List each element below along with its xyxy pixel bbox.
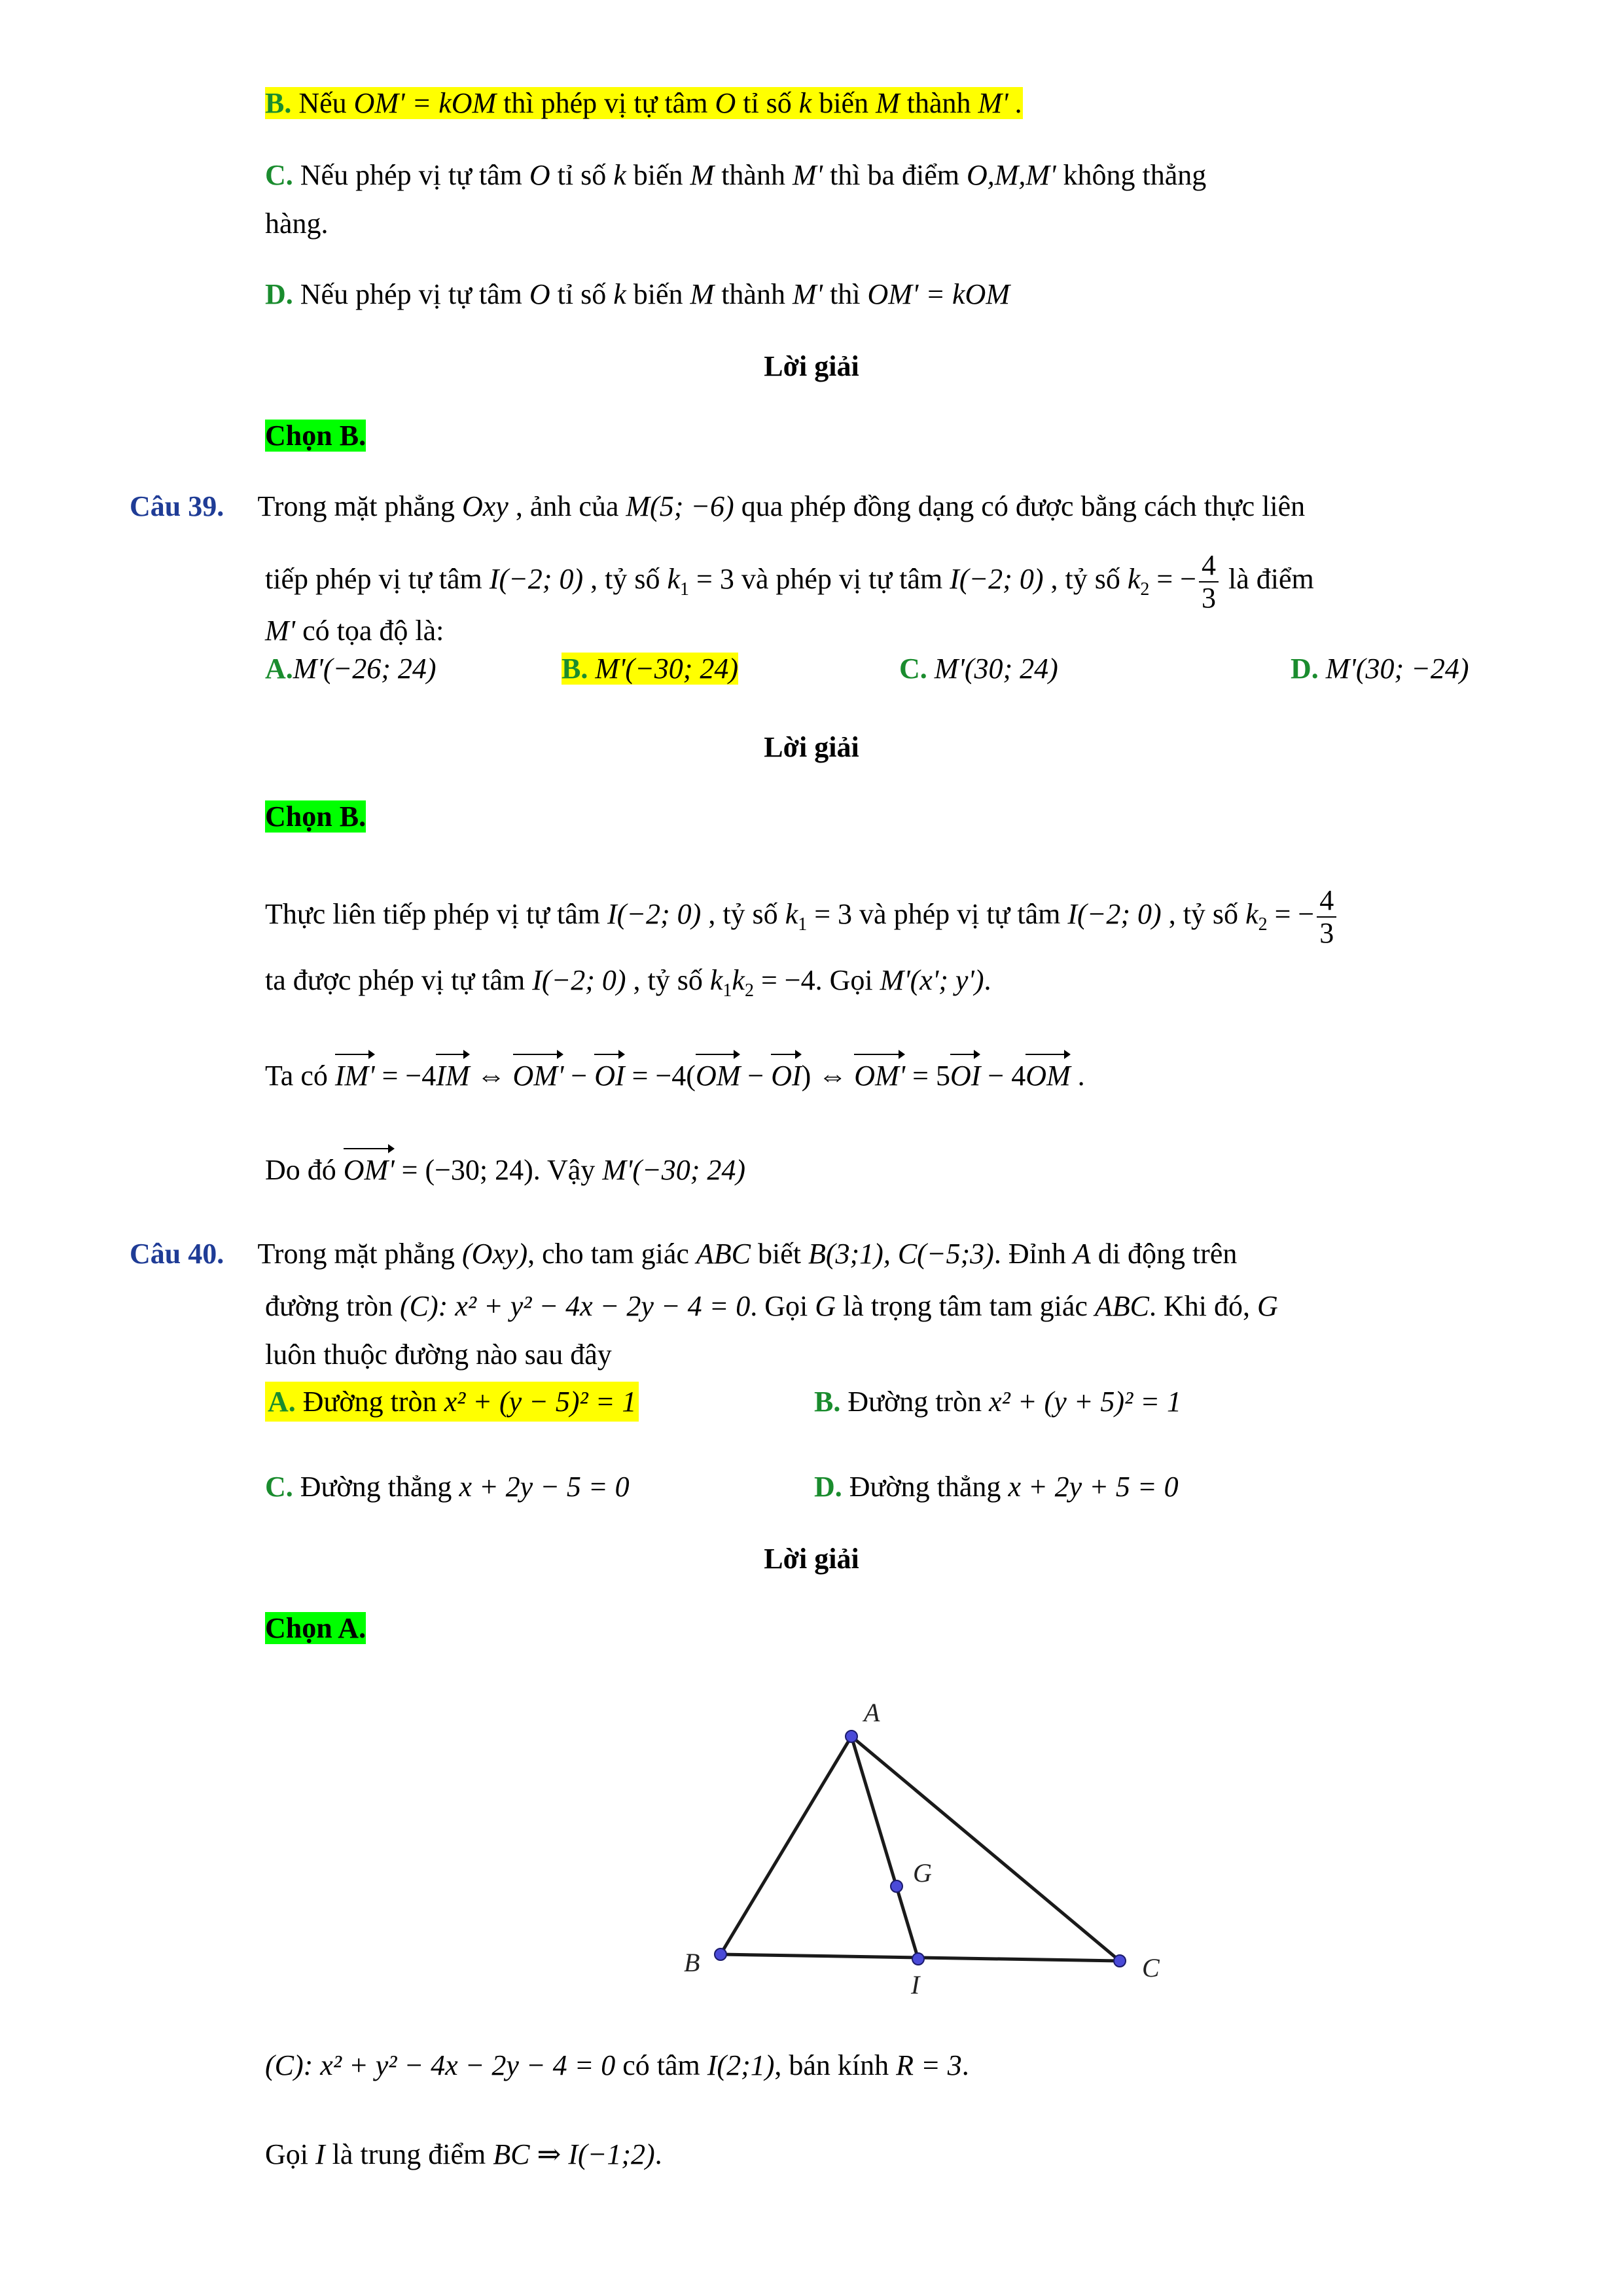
point-g [891, 1880, 902, 1892]
median-ai [851, 1736, 918, 1959]
q40-option-b: B. Đường tròn x² + (y + 5)² = 1 [814, 1386, 1181, 1418]
label-c: C [1142, 1953, 1160, 1982]
option-label: C. [265, 159, 293, 191]
solution-heading: Lời giải [764, 731, 859, 763]
q40-line-1: Câu 40. Trong mặt phẳng (Oxy), cho tam giác ABC biết B(3;1), C(−5;3). Đỉnh A di động trên [130, 1238, 1238, 1270]
prev-option-d: D. Nếu phép vị tự tâm O tỉ số k biến M thành M' thì OM' = kOM [265, 278, 1010, 310]
q39-line-3: M' có tọa độ là: [265, 615, 444, 647]
q39-option-c: C. M'(30; 24) [899, 653, 1058, 685]
q40-solution-line-2: Gọi I là trung điểm BC ⇒ I(−1;2). [265, 2138, 662, 2170]
question-number: Câu 39. [130, 490, 224, 522]
option-label: B. [265, 87, 292, 119]
q40-option-d: D. Đường thẳng x + 2y + 5 = 0 [814, 1471, 1179, 1503]
label-a: A [864, 1698, 880, 1727]
answer-choice: Chọn B. [265, 420, 366, 452]
q39-line-2: tiếp phép vị tự tâm I(−2; 0) , tỷ số $k_1 = 3$ và phép vị tự tâm I(−2; 0) , tỷ số $k_2$ = − $\frac{4}{3}$ là điểm [265, 549, 1314, 614]
q39-solution-line-4: Do đó OM' = (−30; 24). Vậy M'(−30; 24) [265, 1147, 745, 1190]
point-b [715, 1948, 726, 1960]
q40-line-3: luôn thuộc đường nào sau đây [265, 1338, 612, 1371]
q39-solution-line-3: Ta có IM' = −4IM ⇔ OM' − OI = −4(OM − OI) ⇔ OM' = 5OI − 4OM . [265, 1052, 1085, 1096]
point-c [1114, 1955, 1126, 1967]
q39-solution-line-2: ta được phép vị tự tâm I(−2; 0) , tỷ số $k_1k_2 = -4$. Gọi M'(x'; y'). [265, 964, 991, 1001]
prev-option-c: C. Nếu phép vị tự tâm O tỉ số k biến M thành M' thì ba điểm O,M,M' không thẳng [265, 159, 1207, 191]
answer-choice: Chọn B. [265, 800, 366, 833]
q39-solution-line-1: Thực liên tiếp phép vị tự tâm I(−2; 0) , tỷ số $k_1 = 3$ và phép vị tự tâm I(−2; 0) , tỷ số $k_2$ = − $\frac{4}{3}$ [265, 885, 1339, 949]
q40-option-c: C. Đường thẳng x + 2y − 5 = 0 [265, 1471, 630, 1503]
prev-option-b: B. Nếu OM' = kOM thì phép vị tự tâm O tỉ số k biến M thành M' . [265, 87, 1023, 119]
q40-solution-line-1: (C): x² + y² − 4x − 2y − 4 = 0 có tâm I(2;1), bán kính R = 3. [265, 2049, 969, 2081]
triangle-figure [668, 1689, 1204, 2003]
question-number: Câu 40. [130, 1238, 224, 1270]
point-a [846, 1731, 857, 1742]
q39-option-d: D. M'(30; −24) [1291, 653, 1469, 685]
side-ab [721, 1736, 851, 1954]
vector-equation: OM' = kOM [353, 87, 497, 119]
option-label: D. [265, 278, 293, 310]
q39-option-a: A.M'(−26; 24) [265, 653, 437, 685]
fraction: $\frac{4}{3}$ [1317, 885, 1336, 949]
solution-heading: Lời giải [764, 350, 859, 382]
point-i [912, 1953, 924, 1965]
q39-option-b: B. M'(−30; 24) [562, 653, 739, 685]
fraction: $\frac{4}{3}$ [1199, 550, 1219, 614]
solution-heading: Lời giải [764, 1543, 859, 1575]
prev-option-c-cont: hàng. [265, 207, 329, 240]
label-i: I [911, 1970, 920, 2000]
answer-choice: Chọn A. [265, 1612, 366, 1644]
label-b: B [684, 1948, 700, 1977]
label-g: G [913, 1858, 932, 1888]
q40-line-2: đường tròn (C): x² + y² − 4x − 2y − 4 = 0. Gọi G là trọng tâm tam giác ABC. Khi đó, G [265, 1290, 1278, 1322]
q40-option-a: A. Đường tròn x² + (y − 5)² = 1 [265, 1382, 639, 1422]
side-ac [851, 1736, 1120, 1961]
q39-line-1: Câu 39. Trong mặt phẳng Oxy , ảnh của M(5; −6) qua phép đồng dạng có được bằng cách thực liên [130, 490, 1306, 522]
